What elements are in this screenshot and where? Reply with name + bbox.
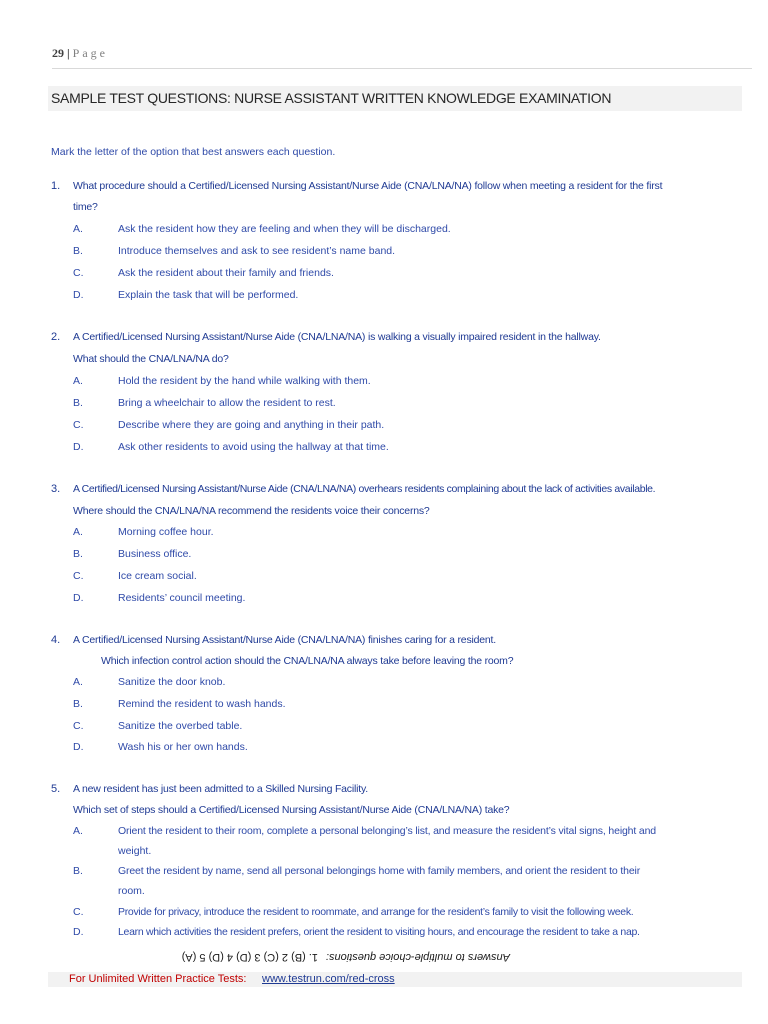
option-text: Provide for privacy, introduce the resident to roommate, and arrange for the resident’s family to visit the following week.	[118, 906, 634, 918]
answer-key-label: Answers to multiple-choice questions:	[325, 951, 510, 963]
option-text: Residents’ council meeting.	[118, 592, 246, 604]
option-letter: B.	[73, 698, 83, 710]
instructions: Mark the letter of the option that best answers each question.	[51, 146, 336, 158]
option-text: Hold the resident by the hand while walking with them.	[118, 375, 371, 387]
option-text: weight.	[118, 845, 152, 857]
option-letter: D.	[73, 926, 84, 938]
question-text: Which set of steps should a Certified/Licensed Nursing Assistant/Nurse Aide (CNA/LNA/NA) take?	[73, 804, 510, 816]
footer-link[interactable]: www.testrun.com/red-cross	[262, 973, 395, 985]
question-text: A new resident has just been admitted to a Skilled Nursing Facility.	[73, 783, 368, 795]
question-text: A Certified/Licensed Nursing Assistant/Nurse Aide (CNA/LNA/NA) overhears residents complaining about the lack of activities available.	[73, 483, 656, 495]
option-text: Bring a wheelchair to allow the resident to rest.	[118, 397, 336, 409]
option-text: Orient the resident to their room, complete a personal belonging’s list, and measure the resident’s vital signs, height and	[118, 825, 656, 837]
question-text: A Certified/Licensed Nursing Assistant/Nurse Aide (CNA/LNA/NA) is walking a visually impaired resident in the hallway.	[73, 331, 601, 343]
option-letter: A.	[73, 375, 83, 387]
page-title: SAMPLE TEST QUESTIONS: NURSE ASSISTANT WRITTEN KNOWLEDGE EXAMINATION	[51, 90, 612, 106]
option-letter: D.	[73, 441, 84, 453]
question-number: 4.	[51, 634, 61, 646]
question-number: 1.	[51, 180, 61, 192]
option-text: Ask the resident how they are feeling and when they will be discharged.	[118, 223, 451, 235]
option-letter: D.	[73, 741, 84, 753]
option-letter: A.	[73, 526, 83, 538]
option-text: Ice cream social.	[118, 570, 197, 582]
option-text: Describe where they are going and anything in their path.	[118, 419, 385, 431]
option-text: Introduce themselves and ask to see resident’s name band.	[118, 245, 396, 257]
option-text: Remind the resident to wash hands.	[118, 698, 286, 710]
option-text: Wash his or her own hands.	[118, 741, 248, 753]
footer-text: For Unlimited Written Practice Tests:	[69, 973, 247, 985]
option-text: Learn which activities the resident prefers, orient the resident to visiting hours, and encourage the resident to take a nap.	[118, 926, 640, 938]
question-text: Which infection control action should the CNA/LNA/NA always take before leaving the room?	[101, 655, 514, 667]
option-letter: B.	[73, 397, 83, 409]
answer-key-values: 1. (B) 2 (C) 3 (D) 4 (D) 5 (A)	[181, 951, 318, 963]
title-bar	[48, 86, 742, 111]
option-text: Greet the resident by name, send all personal belongings home with family members, and orient the resident to their	[118, 865, 641, 877]
option-letter: B.	[73, 245, 83, 257]
footer-bar	[48, 972, 742, 987]
page-number: 29	[52, 46, 64, 60]
question-text: A Certified/Licensed Nursing Assistant/Nurse Aide (CNA/LNA/NA) finishes caring for a resident.	[73, 634, 496, 646]
option-letter: D.	[73, 289, 84, 301]
option-text: Sanitize the door knob.	[118, 676, 226, 688]
answer-key-upside-down	[110, 947, 510, 963]
option-letter: C.	[73, 720, 84, 732]
option-letter: A.	[73, 223, 83, 235]
option-text: Morning coffee hour.	[118, 526, 214, 538]
option-letter: A.	[73, 825, 83, 837]
question-text: What should the CNA/LNA/NA do?	[73, 353, 229, 365]
option-letter: B.	[73, 865, 83, 877]
option-letter: A.	[73, 676, 83, 688]
page-separator: |	[67, 46, 70, 60]
option-letter: C.	[73, 267, 84, 279]
question-text: Where should the CNA/LNA/NA recommend the residents voice their concerns?	[73, 505, 430, 517]
option-letter: B.	[73, 548, 83, 560]
question-number: 3.	[51, 483, 61, 495]
question-number: 2.	[51, 331, 61, 343]
question-number: 5.	[51, 783, 61, 795]
option-letter: C.	[73, 419, 84, 431]
page-label: Page	[72, 46, 108, 60]
option-text: Ask the resident about their family and friends.	[118, 267, 334, 279]
option-text: Sanitize the overbed table.	[118, 720, 243, 732]
page-header	[52, 46, 752, 69]
option-text: Ask other residents to avoid using the hallway at that time.	[118, 441, 389, 453]
option-letter: C.	[73, 570, 84, 582]
question-text: time?	[73, 201, 98, 213]
option-text: Explain the task that will be performed.	[118, 289, 299, 301]
option-letter: C.	[73, 906, 84, 918]
question-text: What procedure should a Certified/Licensed Nursing Assistant/Nurse Aide (CNA/LNA/NA) follow when meeting a resident for the first	[73, 180, 663, 192]
option-text: room.	[118, 885, 145, 897]
option-letter: D.	[73, 592, 84, 604]
option-text: Business office.	[118, 548, 192, 560]
